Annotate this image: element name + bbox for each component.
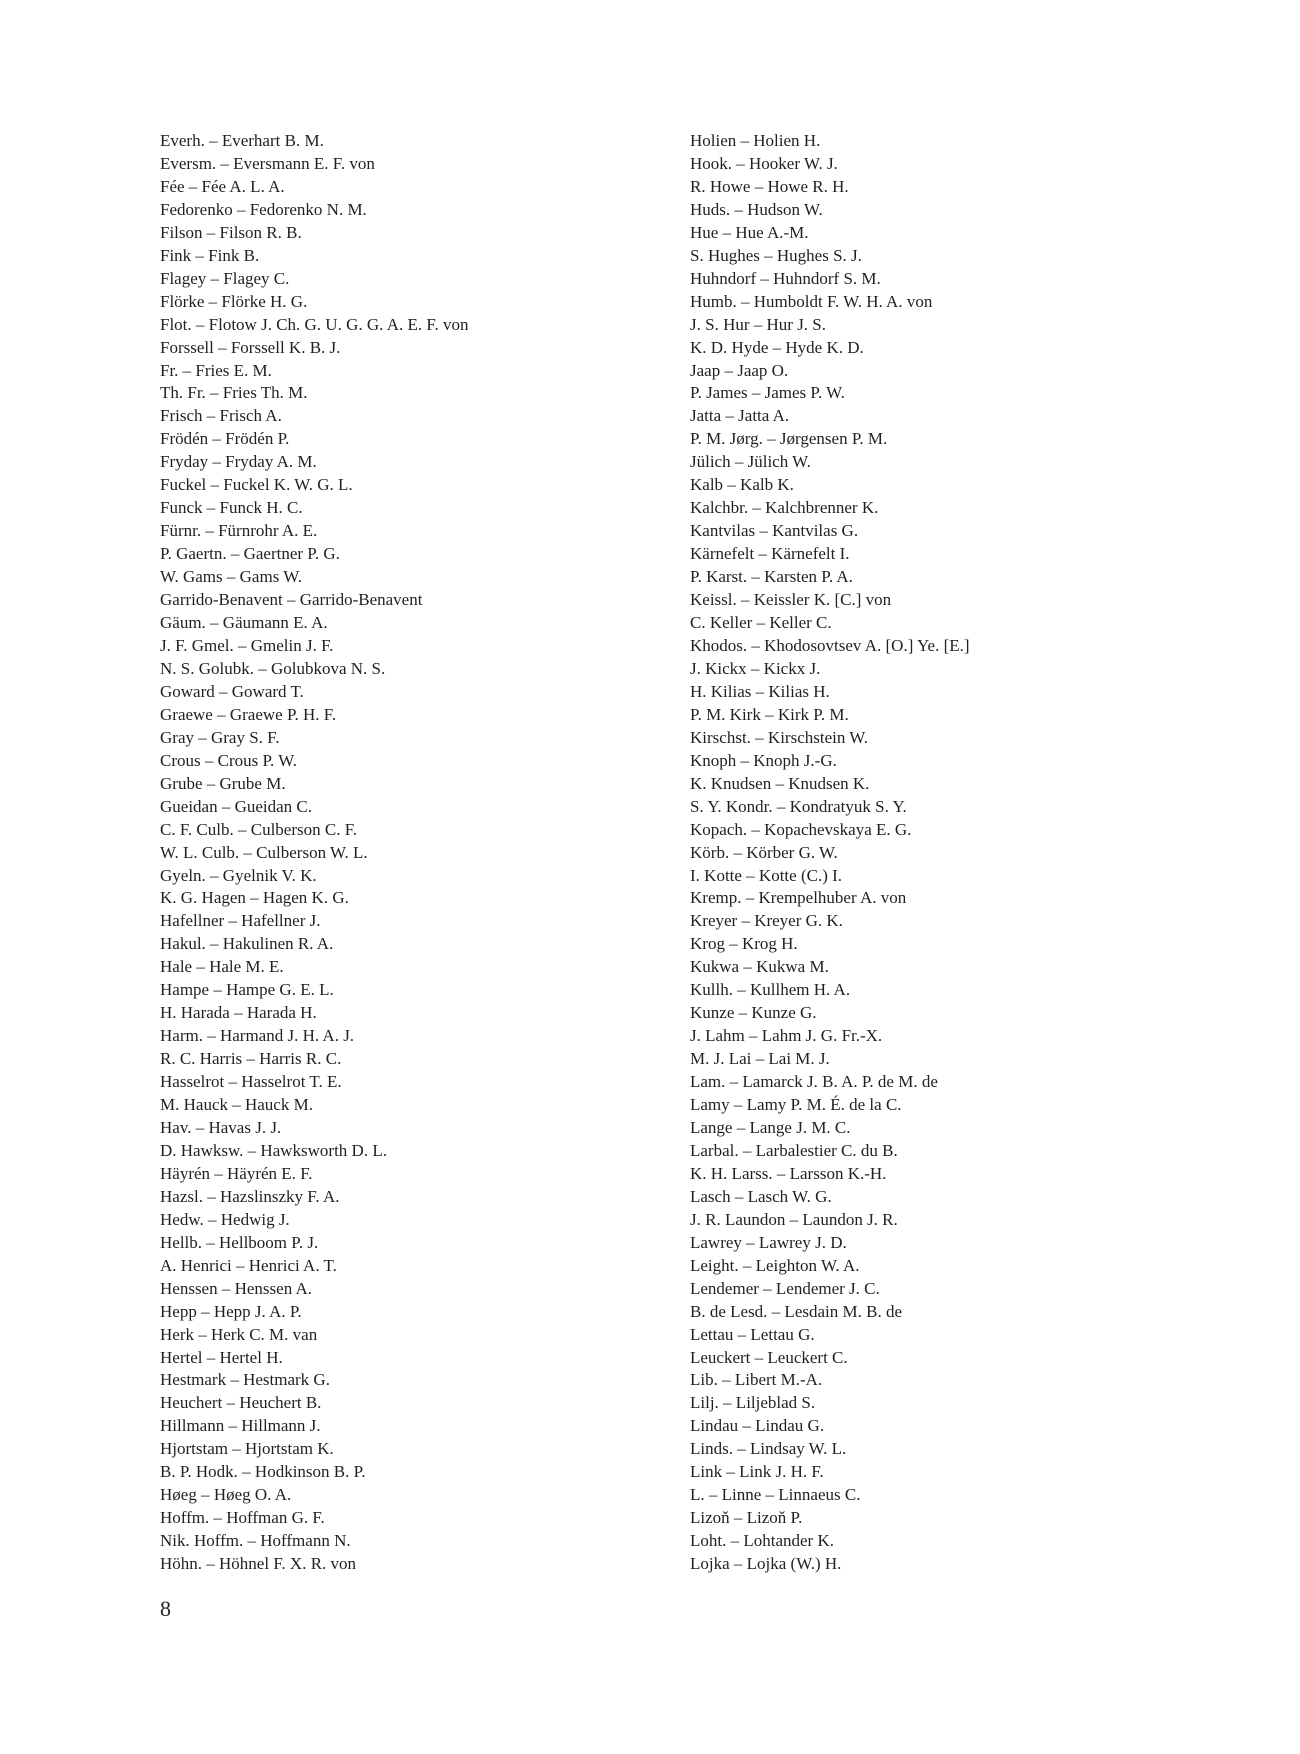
author-abbreviation-entry: Kukwa – Kukwa M. [690, 957, 829, 977]
author-abbreviation-entry: Hale – Hale M. E. [160, 957, 284, 977]
author-abbreviation-entry: Hillmann – Hillmann J. [160, 1416, 321, 1436]
author-abbreviation-entry: Grube – Grube M. [160, 773, 286, 793]
author-abbreviation-entry: Lam. – Lamarck J. B. A. P. de M. de [690, 1072, 938, 1092]
author-abbreviation-entry: W. L. Culb. – Culberson W. L. [160, 842, 368, 862]
author-abbreviation-entry: Garrido-Benavent – Garrido-Benavent [160, 590, 423, 610]
author-abbreviation-entry: Keissl. – Keissler K. [C.] von [690, 590, 892, 610]
author-abbreviation-entry: Lojka – Lojka (W.) H. [690, 1554, 842, 1574]
author-abbreviation-entry: Khodos. – Khodosovtsev A. [O.] Ye. [E.] [690, 635, 970, 655]
author-abbreviation-entry: P. Gaertn. – Gaertner P. G. [160, 544, 340, 564]
author-abbreviation-entry: Jatta – Jatta A. [690, 406, 790, 426]
author-abbreviation-entry: Hakul. – Hakulinen R. A. [160, 934, 334, 954]
author-abbreviation-entry: Hafellner – Hafellner J. [160, 911, 321, 931]
author-abbreviation-entry: Fuckel – Fuckel K. W. G. L. [160, 475, 353, 495]
author-abbreviation-entry: Lizoň – Lizoň P. [690, 1508, 803, 1528]
author-abbreviation-entry: Höhn. – Höhnel F. X. R. von [160, 1554, 357, 1574]
author-abbreviation-entry: Larbal. – Larbalestier C. du B. [690, 1140, 898, 1160]
author-abbreviation-entry: Hjortstam – Hjortstam K. [160, 1439, 334, 1459]
author-abbreviation-entry: Hasselrot – Hasselrot T. E. [160, 1072, 342, 1092]
author-abbreviation-entry: K. H. Larss. – Larsson K.-H. [690, 1163, 887, 1183]
author-abbreviation-entry: Fürnr. – Fürnrohr A. E. [160, 521, 318, 541]
author-abbreviation-entry: S. Hughes – Hughes S. J. [690, 245, 862, 265]
author-abbreviation-entry: Knoph – Knoph J.-G. [690, 750, 837, 770]
author-abbreviation-entry: Lawrey – Lawrey J. D. [690, 1232, 847, 1252]
author-abbreviation-entry: Kreyer – Kreyer G. K. [690, 911, 843, 931]
author-abbreviation-entry: Humb. – Humboldt F. W. H. A. von [690, 291, 933, 311]
author-abbreviation-entry: R. C. Harris – Harris R. C. [160, 1049, 342, 1069]
author-abbreviation-entry: Eversm. – Eversmann E. F. von [160, 153, 375, 173]
author-abbreviation-entry: Hazsl. – Hazslinszky F. A. [160, 1186, 340, 1206]
author-abbreviation-entry: Hav. – Havas J. J. [160, 1117, 282, 1137]
author-abbreviation-entry: Huhndorf – Huhndorf S. M. [690, 268, 881, 288]
author-abbreviation-entry: K. G. Hagen – Hagen K. G. [160, 888, 349, 908]
author-abbreviation-entry: Kopach. – Kopachevskaya E. G. [690, 819, 912, 839]
author-abbreviation-entry: Forssell – Forssell K. B. J. [160, 337, 341, 357]
author-abbreviation-entry: H. Kilias – Kilias H. [690, 681, 830, 701]
author-abbreviation-entry: Everh. – Everhart B. M. [160, 131, 324, 150]
author-abbreviation-entry: Fée – Fée A. L. A. [160, 176, 285, 196]
author-abbreviation-entry: K. Knudsen – Knudsen K. [690, 773, 870, 793]
author-abbreviation-entry: Jaap – Jaap O. [690, 360, 789, 380]
author-abbreviation-entry: Jülich – Jülich W. [690, 452, 811, 472]
author-abbreviation-entry: Lamy – Lamy P. M. É. de la C. [690, 1095, 902, 1115]
author-abbreviation-entry: J. Kickx – Kickx J. [690, 658, 821, 678]
author-abbreviation-entry: Harm. – Harmand J. H. A. J. [160, 1026, 355, 1046]
author-abbreviation-entry: M. J. Lai – Lai M. J. [690, 1049, 830, 1069]
author-abbreviation-entry: Hue – Hue A.-M. [690, 222, 809, 242]
author-abbreviation-entry: Høeg – Høeg O. A. [160, 1485, 292, 1505]
author-abbreviation-entry: Hoffm. – Hoffman G. F. [160, 1508, 325, 1528]
author-abbreviation-entry: Herk – Herk C. M. van [160, 1324, 318, 1344]
author-abbreviation-entry: Kalb – Kalb K. [690, 475, 794, 495]
author-abbreviation-entry: C. Keller – Keller C. [690, 613, 832, 633]
author-abbreviation-entry: J. Lahm – Lahm J. G. Fr.-X. [690, 1026, 883, 1046]
author-abbreviation-entry: Th. Fr. – Fries Th. M. [160, 383, 308, 403]
author-abbreviation-entry: C. F. Culb. – Culberson C. F. [160, 819, 358, 839]
right-abbreviation-column [690, 130, 1250, 1576]
author-abbreviation-entry: Fryday – Fryday A. M. [160, 452, 317, 472]
author-abbreviation-entry: Lib. – Libert M.-A. [690, 1370, 823, 1390]
author-abbreviation-entry: Nik. Hoffm. – Hoffmann N. [160, 1531, 351, 1551]
author-abbreviation-entry: P. M. Jørg. – Jørgensen P. M. [690, 429, 888, 449]
page-number: 8 [160, 1596, 171, 1621]
author-abbreviation-entry: M. Hauck – Hauck M. [160, 1095, 313, 1115]
author-abbreviation-entry: B. P. Hodk. – Hodkinson B. P. [160, 1462, 366, 1482]
author-abbreviation-entry: Kärnefelt – Kärnefelt I. [690, 544, 850, 564]
author-abbreviation-entry: Leuckert – Leuckert C. [690, 1347, 848, 1367]
author-abbreviation-entry: Funck – Funck H. C. [160, 498, 303, 518]
author-abbreviation-entry: Gäum. – Gäumann E. A. [160, 613, 328, 633]
author-abbreviation-entry: Lilj. – Liljeblad S. [690, 1393, 816, 1413]
author-abbreviation-entry: Flörke – Flörke H. G. [160, 291, 308, 311]
author-abbreviation-entry: Fr. – Fries E. M. [160, 360, 272, 380]
author-abbreviation-entry: Hook. – Hooker W. J. [690, 153, 838, 173]
author-abbreviation-entry: Krog – Krog H. [690, 934, 798, 954]
author-abbreviation-entry: Filson – Filson R. B. [160, 222, 302, 242]
author-abbreviation-entry: Kremp. – Krempelhuber A. von [690, 888, 907, 908]
author-abbreviation-entry: Häyrén – Häyrén E. F. [160, 1163, 313, 1183]
author-abbreviation-entry: Henssen – Henssen A. [160, 1278, 313, 1298]
author-abbreviation-entry: Kantvilas – Kantvilas G. [690, 521, 859, 541]
author-abbreviation-entry: Leight. – Leighton W. A. [690, 1255, 860, 1275]
author-abbreviation-entry: P. M. Kirk – Kirk P. M. [690, 704, 849, 724]
author-abbreviation-entry: Lasch – Lasch W. G. [690, 1186, 832, 1206]
left-abbreviation-column [160, 130, 660, 1576]
author-abbreviation-entry: Kunze – Kunze G. [690, 1003, 817, 1023]
author-abbreviation-entry: D. Hawksw. – Hawksworth D. L. [160, 1140, 387, 1160]
author-abbreviation-entry: Gueidan – Gueidan C. [160, 796, 313, 816]
author-abbreviation-entry: Heuchert – Heuchert B. [160, 1393, 322, 1413]
author-abbreviation-entry: Goward – Goward T. [160, 681, 304, 701]
author-abbreviation-entry: A. Henrici – Henrici A. T. [160, 1255, 337, 1275]
author-abbreviation-entry: B. de Lesd. – Lesdain M. B. de [690, 1301, 902, 1321]
author-abbreviation-entry: P. Karst. – Karsten P. A. [690, 567, 853, 587]
author-abbreviation-entry: Kullh. – Kullhem H. A. [690, 980, 851, 1000]
author-abbreviation-entry: Lange – Lange J. M. C. [690, 1117, 851, 1137]
author-abbreviation-entry: Flagey – Flagey C. [160, 268, 290, 288]
author-abbreviation-entry: J. R. Laundon – Laundon J. R. [690, 1209, 898, 1229]
author-abbreviation-entry: Huds. – Hudson W. [690, 199, 823, 219]
author-abbreviation-entry: Frödén – Frödén P. [160, 429, 290, 449]
author-abbreviation-entry: K. D. Hyde – Hyde K. D. [690, 337, 864, 357]
author-abbreviation-entry: Linds. – Lindsay W. L. [690, 1439, 847, 1459]
author-abbreviation-entry: Frisch – Frisch A. [160, 406, 282, 426]
author-abbreviation-entry: Crous – Crous P. W. [160, 750, 297, 770]
author-abbreviation-entry: H. Harada – Harada H. [160, 1003, 317, 1023]
author-abbreviation-entry: Flot. – Flotow J. Ch. G. U. G. G. A. E. F. von [160, 314, 469, 334]
author-abbreviation-entry: N. S. Golubk. – Golubkova N. S. [160, 658, 386, 678]
author-abbreviation-entry: Lettau – Lettau G. [690, 1324, 815, 1344]
author-abbreviation-entry: Loht. – Lohtander K. [690, 1531, 834, 1551]
author-abbreviation-entry: Graewe – Graewe P. H. F. [160, 704, 337, 724]
author-abbreviation-entry: Hellb. – Hellboom P. J. [160, 1232, 319, 1252]
author-abbreviation-entry: Link – Link J. H. F. [690, 1462, 824, 1482]
author-abbreviation-entry: Kalchbr. – Kalchbrenner K. [690, 498, 879, 518]
author-abbreviation-entry: Gray – Gray S. F. [160, 727, 280, 747]
author-abbreviation-entry: Lindau – Lindau G. [690, 1416, 825, 1436]
author-abbreviation-entry: S. Y. Kondr. – Kondratyuk S. Y. [690, 796, 907, 816]
author-abbreviation-entry: Lendemer – Lendemer J. C. [690, 1278, 880, 1298]
author-abbreviation-entry: Körb. – Körber G. W. [690, 842, 838, 862]
author-abbreviation-entry: Fedorenko – Fedorenko N. M. [160, 199, 367, 219]
author-abbreviation-entry: R. Howe – Howe R. H. [690, 176, 849, 196]
author-abbreviation-entry: Holien – Holien H. [690, 131, 821, 150]
author-abbreviation-entry: Fink – Fink B. [160, 245, 260, 265]
author-abbreviation-entry: Hepp – Hepp J. A. P. [160, 1301, 302, 1321]
author-abbreviation-entry: Hedw. – Hedwig J. [160, 1209, 290, 1229]
author-abbreviation-entry: Hertel – Hertel H. [160, 1347, 283, 1367]
author-abbreviation-entry: I. Kotte – Kotte (C.) I. [690, 865, 843, 885]
author-abbreviation-entry: P. James – James P. W. [690, 383, 845, 403]
author-abbreviation-entry: W. Gams – Gams W. [160, 567, 302, 587]
author-abbreviation-entry: Hampe – Hampe G. E. L. [160, 980, 334, 1000]
author-abbreviation-entry: L. – Linne – Linnaeus C. [690, 1485, 861, 1505]
author-abbreviation-entry: Gyeln. – Gyelnik V. K. [160, 865, 317, 885]
author-abbreviation-entry: J. F. Gmel. – Gmelin J. F. [160, 635, 334, 655]
author-abbreviation-entry: Kirschst. – Kirschstein W. [690, 727, 869, 747]
author-abbreviation-entry: J. S. Hur – Hur J. S. [690, 314, 827, 334]
author-abbreviation-entry: Hestmark – Hestmark G. [160, 1370, 330, 1390]
